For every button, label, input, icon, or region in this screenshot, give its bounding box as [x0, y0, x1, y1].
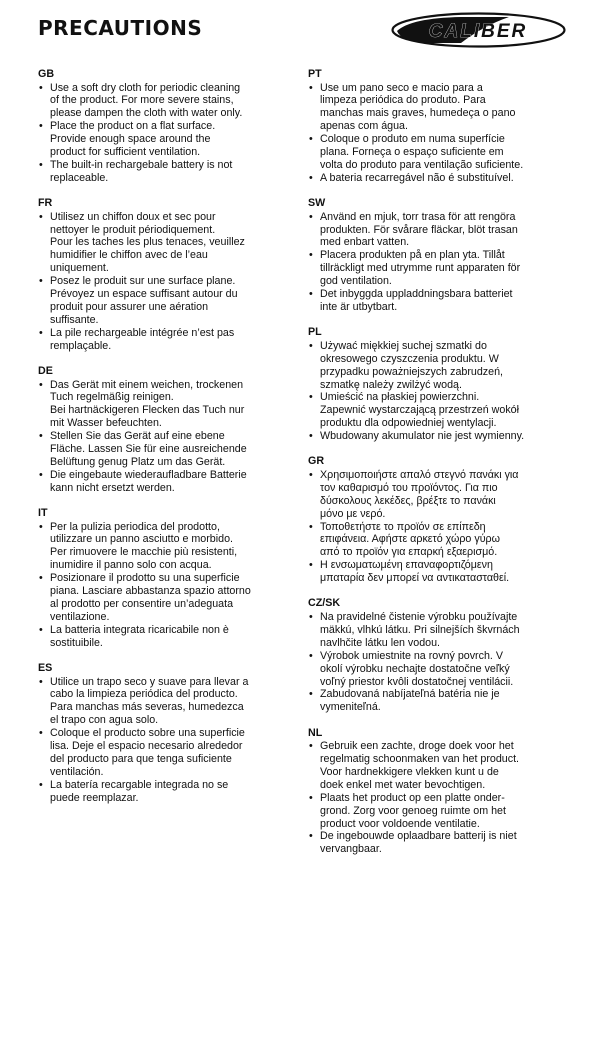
precaution-line: • Posizionare il prodotto su una superficie — [50, 572, 240, 585]
precaution-line: Zapewnić wystarczającą przestrzeń wokół — [320, 404, 519, 417]
precaution-line: el trapo con agua solo. — [50, 714, 159, 727]
precaution-line: product voor voldoende ventilatie. — [320, 817, 480, 830]
precaution-line: przypadku poważniejszych zabrudzeń, — [320, 365, 503, 378]
precaution-item — [38, 82, 288, 121]
precaution-item — [308, 792, 564, 831]
precaution-line: • Χρησιμοποιήστε απαλό στεγνό πανάκι για — [320, 468, 519, 481]
precaution-item — [38, 159, 288, 185]
precaution-line: • Die eingebaute wiederaufladbare Batterie — [50, 468, 247, 481]
precaution-line: Tuch regelmäßig reinigen. — [50, 391, 174, 404]
language-section — [308, 727, 564, 857]
page-title: PRECAUTIONS — [38, 16, 203, 40]
precaution-line: • La pile rechargeable intégrée n’est pas — [50, 326, 235, 339]
right-column — [308, 68, 564, 869]
precaution-line: produkten. För svårare fläckar, blöt trasan — [320, 223, 518, 236]
precaution-line: ventilación. — [50, 765, 104, 778]
precaution-line: regelmatig schoonmaken van het product. — [320, 753, 520, 766]
precaution-line: god ventilation. — [320, 275, 392, 288]
precaution-line: μπαταρία δεν μπορεί να αντικατασταθεί. — [320, 572, 510, 585]
precaution-line: okolí výrobku nechajte dostatočne veľký — [320, 662, 510, 675]
precaution-line: Para manchas más severas, humedezca — [50, 701, 244, 714]
precaution-line: • The built-in rechargebale battery is not — [50, 158, 233, 171]
precaution-line: • Per la pulizia periodica del prodotto, — [50, 520, 220, 533]
precaution-line: humidifier le chiffon avec de l’eau — [50, 249, 208, 262]
precaution-line: • Na pravidelné čistenie výrobku používajte — [320, 610, 518, 623]
precaution-line: grond. Zorg voor genoeg ruimte om het — [320, 804, 506, 817]
precaution-line: inte är utbytbart. — [320, 300, 398, 313]
precaution-item — [38, 727, 288, 779]
precaution-item — [38, 211, 288, 276]
language-code: NL — [308, 726, 323, 739]
language-section — [308, 455, 564, 585]
precaution-line: lisa. Deje el espacio necesario alrededor — [50, 740, 243, 753]
precaution-line: • La batería recargable integrada no se — [50, 778, 229, 791]
precaution-line: produktu dla odpowiedniej wentylacji. — [320, 417, 497, 430]
precaution-item — [308, 211, 564, 250]
precaution-line: mit Wasser befeuchten. — [50, 417, 162, 430]
precaution-line: Per rimuovere le macchie più resistenti, — [50, 546, 238, 559]
precaution-line: inumidire il panno solo con acqua. — [50, 559, 212, 572]
precaution-line: plana. Forneça o espaço suficiente em — [320, 146, 504, 159]
precaution-line: • Placera produkten på en plan yta. Tillåt — [320, 249, 505, 262]
language-section — [308, 326, 564, 443]
precaution-line: • De ingebouwde oplaadbare batterij is niet — [320, 830, 517, 843]
left-column — [38, 68, 288, 817]
precaution-line: sostituibile. — [50, 636, 103, 649]
precaution-item — [308, 650, 564, 689]
precaution-line: voľný priestor kvôli dostatočnej ventilácii. — [320, 675, 514, 688]
precaution-item — [308, 82, 564, 134]
precaution-line: Bei hartnäckigeren Flecken das Tuch nur — [50, 404, 245, 417]
precaution-line: • Use a soft dry cloth for periodic cleaning — [50, 81, 241, 94]
precaution-line: μόνο με νερό. — [320, 507, 386, 520]
precaution-line: limpeza periódica do produto. Para — [320, 94, 486, 107]
precaution-line: vervangbaar. — [320, 843, 382, 856]
precaution-item — [308, 611, 564, 650]
precaution-item — [308, 830, 564, 856]
precaution-line: al prodotto per consentire un’adeguata — [50, 597, 234, 610]
precaution-line: Fläche. Lassen Sie für eine ausreichende — [50, 443, 247, 456]
precaution-line: • Stellen Sie das Gerät auf eine ebene — [50, 430, 225, 443]
precaution-item — [38, 521, 288, 573]
precaution-line: uniquement. — [50, 262, 109, 275]
language-code: GR — [308, 455, 325, 468]
precaution-line: Prévoyez un espace suffisant autour du — [50, 288, 238, 301]
precaution-line: • Das Gerät mit einem weichen, trockenen — [50, 378, 244, 391]
language-code: DE — [38, 365, 53, 377]
precaution-line: • Gebruik een zachte, droge doek voor het — [320, 740, 514, 753]
precaution-item — [38, 779, 288, 805]
precaution-line: remplaçable. — [50, 339, 112, 352]
precaution-line: Provide enough space around the — [50, 133, 211, 146]
precaution-line: • Używać miękkiej suchej szmatki do — [320, 339, 487, 352]
precaution-line: please dampen the cloth with water only. — [50, 107, 243, 120]
precaution-line: • Posez le produit sur une surface plane. — [50, 275, 236, 288]
precaution-item — [38, 676, 288, 728]
precaution-item — [308, 288, 564, 314]
precaution-line: apenas com água. — [320, 120, 408, 133]
precaution-item — [38, 327, 288, 353]
precaution-item — [308, 430, 564, 443]
precaution-line: puede reemplazar. — [50, 791, 139, 804]
precaution-line: tillräckligt med utrymme runt apparaten för — [320, 262, 521, 275]
precaution-line: replaceable. — [50, 171, 109, 184]
language-section — [308, 197, 564, 314]
precaution-line: mäkkú, vlhkú látku. Pri silnejších škvrnách — [320, 623, 520, 636]
language-code: GB — [38, 68, 55, 80]
precaution-line: kann nicht ersetzt werden. — [50, 481, 175, 494]
precaution-item — [38, 469, 288, 495]
language-section — [38, 365, 288, 495]
precaution-line: • Τοποθετήστε το προϊόν σε επίπεδη — [320, 520, 486, 533]
precaution-line: utilizzare un panno asciutto e morbido. — [50, 533, 233, 546]
precaution-item — [308, 521, 564, 560]
precaution-line: • La batteria integrata ricaricabile non è — [50, 623, 229, 636]
precaution-line: nettoyer le produit périodiquement. — [50, 223, 216, 236]
precaution-line: • Utilice un trapo seco y suave para llevar a — [50, 675, 249, 688]
precaution-item — [38, 275, 288, 327]
precaution-line: manchas mais graves, humedeça o pano — [320, 107, 516, 120]
precaution-line: del producto para que tenga suficiente — [50, 752, 232, 765]
language-section — [38, 197, 288, 352]
precaution-line: suffisante. — [50, 313, 99, 326]
precaution-line: • Utilisez un chiffon doux et sec pour — [50, 210, 216, 223]
precaution-line: navlhčite látku len vodou. — [320, 636, 441, 649]
precaution-item — [308, 688, 564, 714]
language-code: CZ/SK — [308, 597, 341, 610]
precaution-item — [308, 469, 564, 521]
precaution-line: med enbart vatten. — [320, 236, 410, 249]
precaution-item — [308, 249, 564, 288]
precaution-item — [308, 559, 564, 585]
precaution-line: produit pour assurer une aération — [50, 300, 209, 313]
language-code: PT — [308, 68, 322, 80]
precaution-line: piana. Lasciare abbastanza spazio attorno — [50, 585, 251, 598]
precaution-line: • Wbudowany akumulator nie jest wymienny. — [320, 430, 525, 443]
language-section — [38, 68, 288, 185]
language-section — [308, 597, 564, 714]
language-code: PL — [308, 326, 322, 339]
precaution-line: doek enkel met water bevochtigen. — [320, 778, 486, 791]
precaution-line: vymeniteľná. — [320, 701, 381, 714]
precaution-item — [38, 572, 288, 624]
precaution-line: szmatkę należy zwilżyć wodą. — [320, 378, 462, 391]
precaution-line: • Zabudovaná nabíjateľná batéria nie je — [320, 688, 500, 701]
precaution-line: • Umieścić na płaskiej powierzchni. — [320, 391, 480, 404]
precaution-line: δύσκολους λεκέδες, βρέξτε το πανάκι — [320, 494, 496, 507]
language-section — [308, 68, 564, 185]
precaution-line: • Använd en mjuk, torr trasa för att rengöra — [320, 210, 516, 223]
precaution-line: τον καθαρισμό του προϊόντος. Για πιο — [320, 481, 498, 494]
precaution-item — [308, 391, 564, 430]
precaution-item — [308, 172, 564, 185]
caliber-logo — [391, 12, 566, 48]
precaution-item — [38, 430, 288, 469]
language-code: FR — [38, 197, 53, 210]
precaution-line: • Use um pano seco e macio para a — [320, 81, 483, 94]
precaution-line: επιφάνεια. Αφήστε αρκετό χώρο γύρω — [320, 533, 500, 546]
language-section — [38, 662, 288, 805]
precaution-line: Pour les taches les plus tenaces, veuillez — [50, 236, 245, 249]
precaution-line: • A bateria recarregável não é substituível. — [320, 171, 514, 184]
language-code: ES — [38, 662, 53, 674]
precaution-item — [308, 340, 564, 392]
language-section — [38, 507, 288, 650]
precaution-line: Belüftung genug Platz um das Gerät. — [50, 455, 226, 468]
precaution-line: of the product. For more severe stains, — [50, 94, 234, 107]
precaution-line: okresowego czyszczenia produktu. W — [320, 352, 499, 365]
precaution-line: • Η ενσωματωμένη επαναφορτιζόμενη — [320, 559, 493, 572]
precaution-item — [38, 379, 288, 431]
precaution-item — [308, 740, 564, 792]
precaution-line: • Place the product on a flat surface. — [50, 120, 216, 133]
language-code: SW — [308, 197, 326, 210]
logo-wordmark: CALIBER — [428, 21, 528, 42]
precaution-line: • Coloque o produto em numa superfície — [320, 133, 505, 146]
precaution-line: volta do produto para ventilação suficiente. — [320, 158, 524, 171]
precaution-item — [38, 624, 288, 650]
language-code: IT — [38, 507, 48, 520]
precaution-line: ventilazione. — [50, 610, 110, 623]
precaution-line: • Výrobok umiestnite na rovný povrch. V — [320, 649, 503, 662]
precaution-line: • Coloque el producto sobre una superficie — [50, 727, 245, 740]
precaution-item — [38, 120, 288, 159]
precaution-line: Voor hardnekkigere vlekken kunt u de — [320, 765, 499, 778]
precaution-line: cabo la limpieza periódica del producto. — [50, 688, 238, 701]
precaution-line: product for sufficient ventilation. — [50, 146, 201, 159]
precaution-line: • Det inbyggda uppladdningsbara batteriet — [320, 288, 513, 301]
precaution-item — [308, 133, 564, 172]
precaution-line: • Plaats het product op een platte onder- — [320, 791, 505, 804]
precaution-line: από το προϊόν για επαρκή εξαερισμό. — [320, 546, 498, 559]
